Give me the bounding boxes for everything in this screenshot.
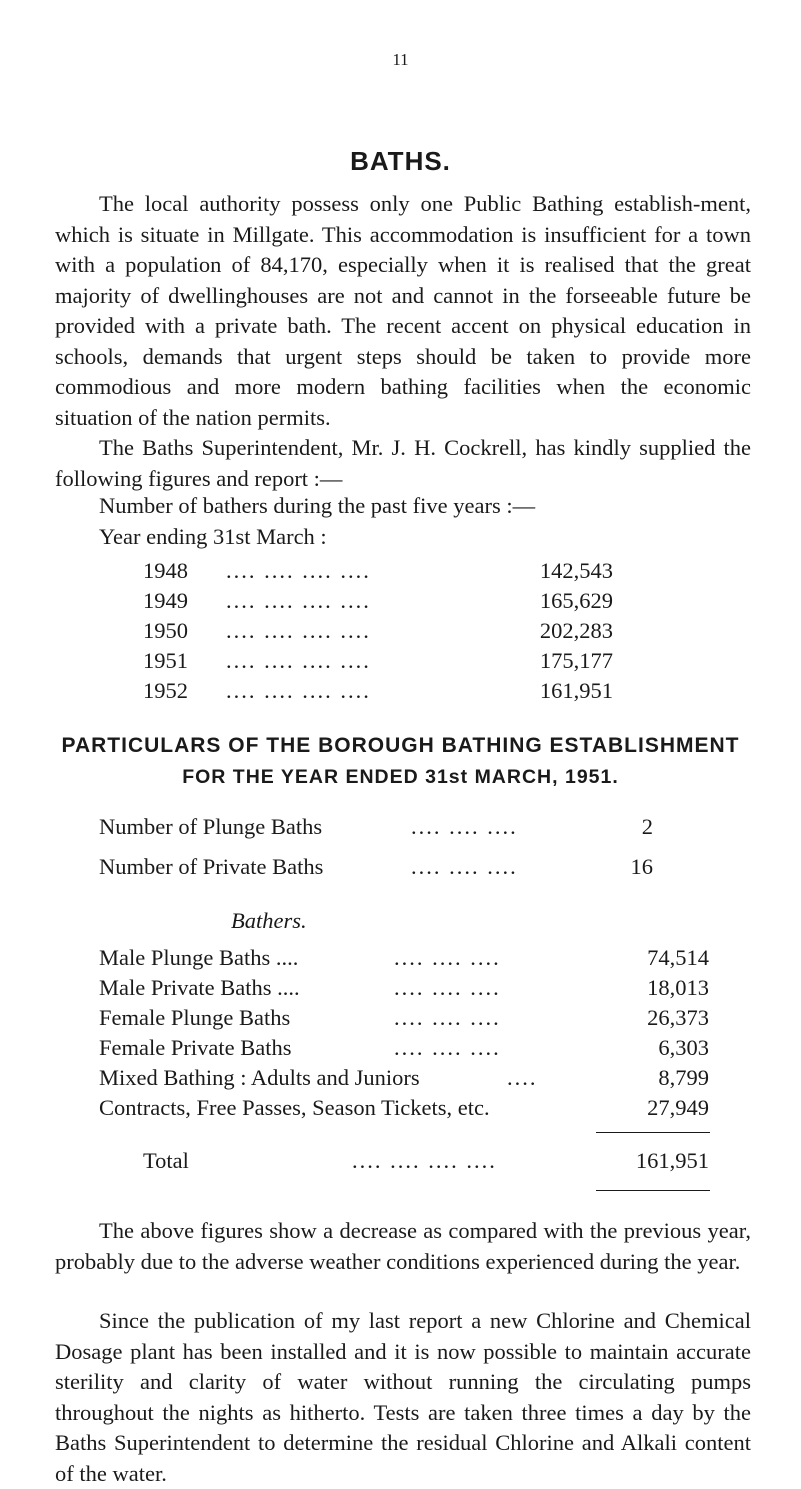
bathers-heading: Bathers. (231, 908, 307, 933)
bathers-value: 6,303 (658, 1035, 709, 1060)
total-row (143, 1148, 709, 1178)
superintendent-paragraph: The Baths Superintendent, Mr. J. H. Cockrell, has kindly supplied the following figures and report :— (55, 435, 751, 491)
leader-dots: .... .... .... (394, 945, 501, 970)
year-row (143, 618, 613, 648)
bathers-row (99, 975, 709, 1005)
bathers-value: 18,013 (647, 975, 709, 1000)
total-rule-bottom (596, 1190, 710, 1191)
leader-dots: .... .... .... (394, 1035, 501, 1060)
bathers-row (99, 1035, 709, 1065)
year-value: 165,629 (539, 588, 613, 613)
year-ending-label: Year ending 31st March : (99, 524, 327, 549)
bathers-value: 8,799 (658, 1065, 709, 1090)
chlorine-paragraph: Since the publication of my last report a new Chlorine and Chemical Dosage plant has been installed and it is now possible to maintain accurate sterility and clarity of water without running the circulating pumps throughout the nights as hitherto. Tests are taken three times a day by the Baths Superintendent to determine the residual Chlorine and Alkali content of the water. (55, 1308, 751, 1486)
count-label: Number of Plunge Baths (99, 814, 323, 839)
leader-dots: .... .... .... (411, 854, 518, 879)
total-label: Total (143, 1148, 189, 1173)
bathers-label: Male Plunge Baths .... (99, 945, 299, 970)
leader-dots: .... .... .... .... (226, 558, 371, 583)
count-value: 16 (630, 854, 653, 879)
page-number: 11 (392, 50, 409, 69)
year-label: 1948 (143, 558, 188, 583)
year-label: 1950 (143, 618, 188, 643)
leader-dots: .... .... .... (394, 1005, 501, 1030)
bathers-label: Mixed Bathing : Adults and Juniors (99, 1065, 420, 1090)
leader-dots: .... .... .... (411, 814, 518, 839)
year-label: 1952 (143, 678, 188, 703)
bathers-label: Contracts, Free Passes, Season Tickets, etc. (99, 1095, 490, 1120)
leader-dots: .... .... .... .... (226, 618, 371, 643)
total-rule-top (596, 1132, 710, 1133)
bathers-row (99, 1065, 709, 1095)
decrease-paragraph: The above figures show a decrease as compared with the previous year, probably due to the adverse weather conditions experienced during the year. (55, 1218, 751, 1274)
count-row (99, 814, 653, 844)
bathers-row (99, 945, 709, 975)
year-value: 161,951 (539, 678, 613, 703)
leader-dots: .... (507, 1065, 538, 1090)
bathers-label: Female Private Baths (99, 1035, 292, 1060)
year-label: 1949 (143, 588, 188, 613)
year-value: 142,543 (539, 558, 613, 583)
year-row (143, 648, 613, 678)
bathers-label: Male Private Baths .... (99, 975, 300, 1000)
count-row (99, 854, 653, 884)
bathers-value: 26,373 (647, 1005, 709, 1030)
leader-dots: .... .... .... .... (226, 678, 371, 703)
particulars-heading: PARTICULARS OF THE BOROUGH BATHING ESTABLISHMENT (61, 734, 740, 757)
leader-dots: .... .... .... .... (226, 588, 371, 613)
bathers-row (99, 1095, 709, 1125)
year-label: 1951 (143, 648, 188, 673)
leader-dots: .... .... .... .... (226, 648, 371, 673)
year-row (143, 588, 613, 618)
bathers-row (99, 1005, 709, 1035)
year-row (143, 678, 613, 708)
count-label: Number of Private Baths (99, 854, 324, 879)
year-row (143, 558, 613, 588)
bathers-intro: Number of bathers during the past five years :— (99, 493, 536, 518)
page-title: BATHS. (350, 146, 451, 176)
leader-dots: .... .... .... (394, 975, 501, 1000)
bathers-value: 74,514 (647, 945, 709, 970)
total-value: 161,951 (635, 1148, 709, 1173)
count-value: 2 (641, 814, 653, 839)
particulars-subheading: FOR THE YEAR ENDED 31st MARCH, 1951. (182, 766, 619, 788)
bathers-label: Female Plunge Baths (99, 1005, 291, 1030)
leader-dots: .... .... .... .... (352, 1148, 497, 1173)
year-value: 175,177 (539, 648, 613, 673)
bathers-value: 27,949 (647, 1095, 709, 1120)
intro-paragraph: The local authority possess only one Public Bathing establish-ment, which is situate in Millgate. This accommodation is insufficient for a town with a population of 84,170, especially when it is realised that the great majority of dwellinghouses are not and cannot in the forseeable future be provided with a private bath. The recent accent on physical education in schools, demands that urgent steps should be taken to provide more commodious and more modern bathing facilities when the economic situation of the nation permits. (55, 191, 751, 430)
year-value: 202,283 (539, 618, 613, 643)
